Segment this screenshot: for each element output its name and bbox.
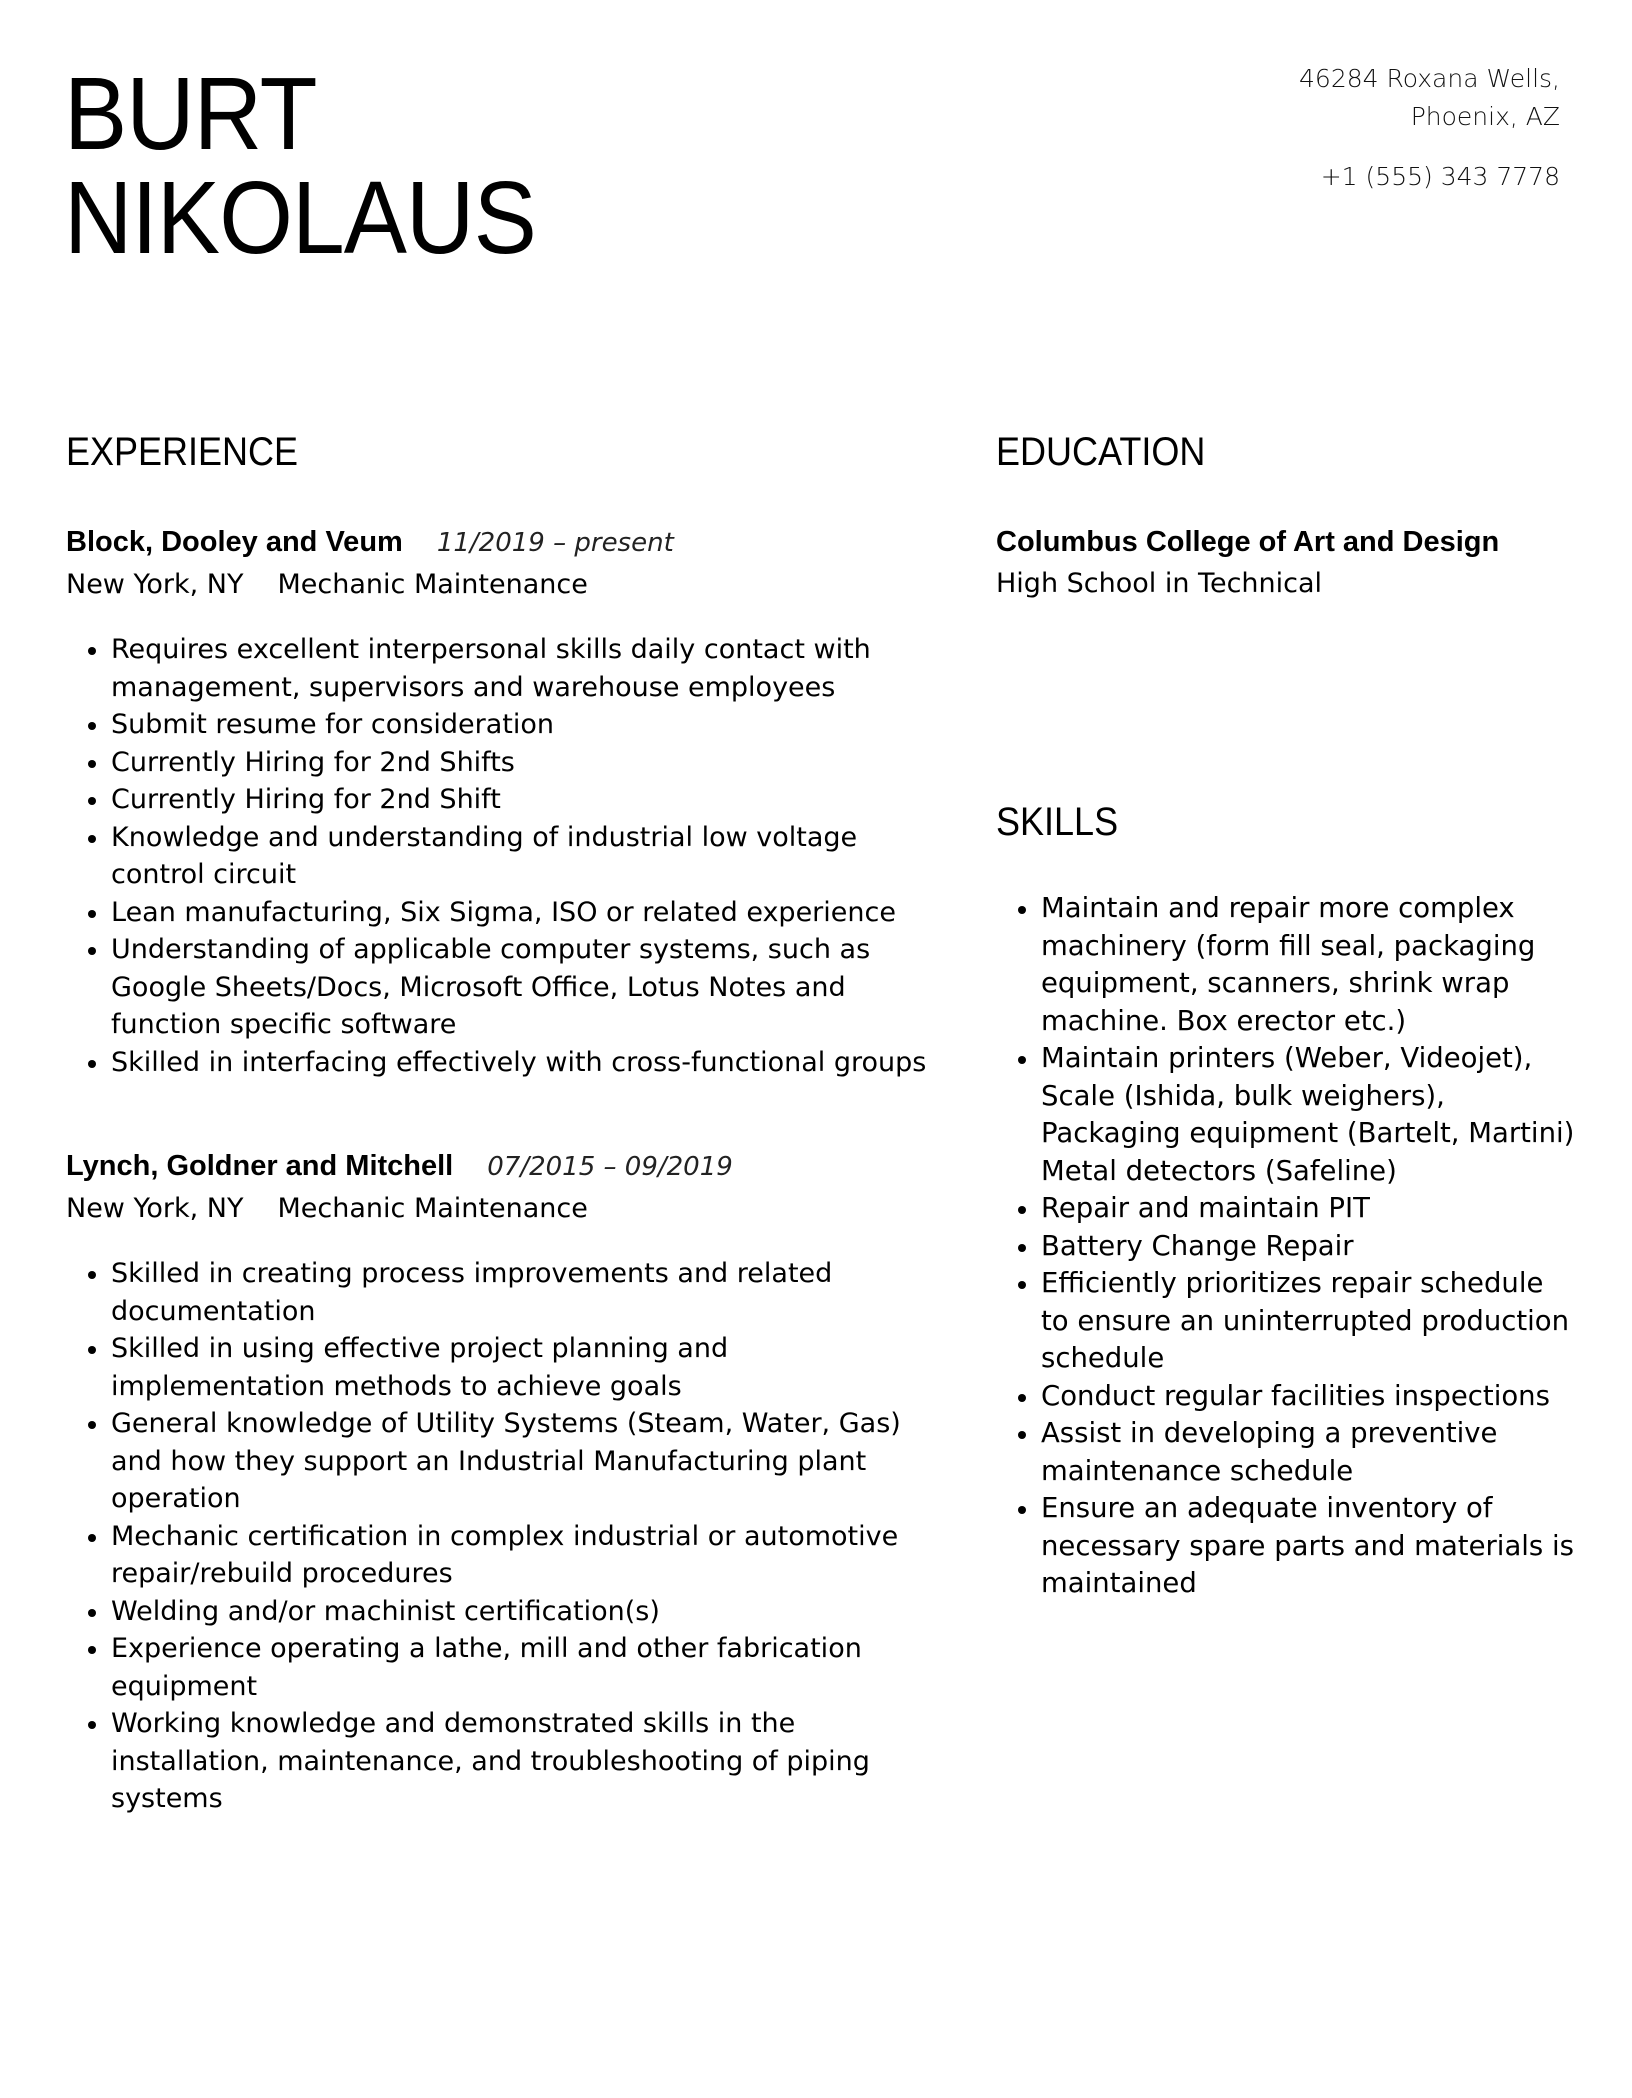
skill-item: Ensure an adequate inventory of necessary spare parts and materials is maintained bbox=[996, 1490, 1576, 1603]
job-location: New York, NY bbox=[66, 569, 244, 600]
bullet-item: Experience operating a lathe, mill and other fabrication equipment bbox=[66, 1630, 946, 1705]
bullet-item: Submit resume for consideration bbox=[66, 706, 946, 744]
bullet-item: Currently Hiring for 2nd Shifts bbox=[66, 744, 946, 782]
skill-item: Efficiently prioritizes repair schedule to ensure an uninterrupted production schedule bbox=[996, 1265, 1576, 1378]
address-line-2: Phoenix, AZ bbox=[1410, 102, 1560, 131]
phone-number: +1 (555) 343 7778 bbox=[1320, 162, 1560, 191]
company-name: Block, Dooley and Veum bbox=[66, 526, 403, 558]
bullet-item: Working knowledge and demonstrated skills in the installation, maintenance, and troubleshooting of piping systems bbox=[66, 1705, 946, 1818]
degree: High School in Technical bbox=[996, 568, 1323, 599]
skill-item: Maintain and repair more complex machinery (form fill seal, packaging equipment, scanners, shrink wrap machine. Box erector etc.) bbox=[996, 890, 1576, 1040]
education-heading: EDUCATION bbox=[996, 430, 1206, 474]
job-entry bbox=[66, 522, 946, 1081]
job-role: Mechanic Maintenance bbox=[277, 569, 588, 600]
job-location: New York, NY bbox=[66, 1193, 244, 1224]
bullet-item: Lean manufacturing, Six Sigma, ISO or related experience bbox=[66, 894, 946, 932]
candidate-name bbox=[64, 56, 536, 275]
skill-item: Battery Change Repair bbox=[996, 1228, 1576, 1266]
bullet-item: Skilled in creating process improvements and related documentation bbox=[66, 1255, 946, 1330]
last-name: NIKOLAUS bbox=[64, 160, 536, 275]
bullet-item: Skilled in using effective project planning and implementation methods to achieve goals bbox=[66, 1330, 946, 1405]
skill-item: Repair and maintain PIT bbox=[996, 1190, 1576, 1228]
bullet-item: Requires excellent interpersonal skills daily contact with management, supervisors and warehouse employees bbox=[66, 631, 946, 706]
bullet-item: Welding and/or machinist certification(s) bbox=[66, 1593, 946, 1631]
job-subheader bbox=[66, 563, 946, 607]
job-dates: 07/2015 – 09/2019 bbox=[487, 1152, 733, 1182]
job-entry bbox=[66, 1146, 946, 1818]
bullet-item: Understanding of applicable computer systems, such as Google Sheets/Docs, Microsoft Office, Lotus Notes and function specific software bbox=[66, 931, 946, 1044]
skill-item: Maintain printers (Weber, Videojet), Scale (Ishida, bulk weighers), Packaging equipment (Bartelt, Martini) Metal detectors (Safeline) bbox=[996, 1040, 1576, 1190]
skill-item: Assist in developing a preventive maintenance schedule bbox=[996, 1415, 1576, 1490]
contact-info bbox=[1299, 60, 1560, 196]
skill-item: Conduct regular facilities inspections bbox=[996, 1378, 1576, 1416]
school-name: Columbus College of Art and Design bbox=[996, 526, 1500, 558]
experience-heading: EXPERIENCE bbox=[66, 430, 299, 474]
bullet-item: Currently Hiring for 2nd Shift bbox=[66, 781, 946, 819]
company-name: Lynch, Goldner and Mitchell bbox=[66, 1150, 454, 1182]
job-role: Mechanic Maintenance bbox=[277, 1193, 588, 1224]
bullet-item: General knowledge of Utility Systems (Steam, Water, Gas) and how they support an Industrial Manufacturing plant operation bbox=[66, 1405, 946, 1518]
job-bullets bbox=[66, 631, 946, 1081]
job-header bbox=[66, 522, 946, 563]
bullet-item: Mechanic certification in complex industrial or automotive repair/rebuild procedures bbox=[66, 1518, 946, 1593]
skills-list bbox=[996, 890, 1576, 1603]
education-entry bbox=[996, 522, 1576, 606]
job-header bbox=[66, 1146, 946, 1187]
job-dates: 11/2019 – present bbox=[436, 528, 674, 558]
job-subheader bbox=[66, 1187, 946, 1231]
job-bullets bbox=[66, 1255, 946, 1818]
first-name: BURT bbox=[64, 56, 317, 171]
bullet-item: Knowledge and understanding of industrial low voltage control circuit bbox=[66, 819, 946, 894]
skills-bullets bbox=[996, 890, 1576, 1603]
address-line-1: 46284 Roxana Wells, bbox=[1299, 64, 1560, 93]
bullet-item: Skilled in interfacing effectively with cross-functional groups bbox=[66, 1044, 946, 1082]
skills-heading: SKILLS bbox=[996, 800, 1119, 844]
